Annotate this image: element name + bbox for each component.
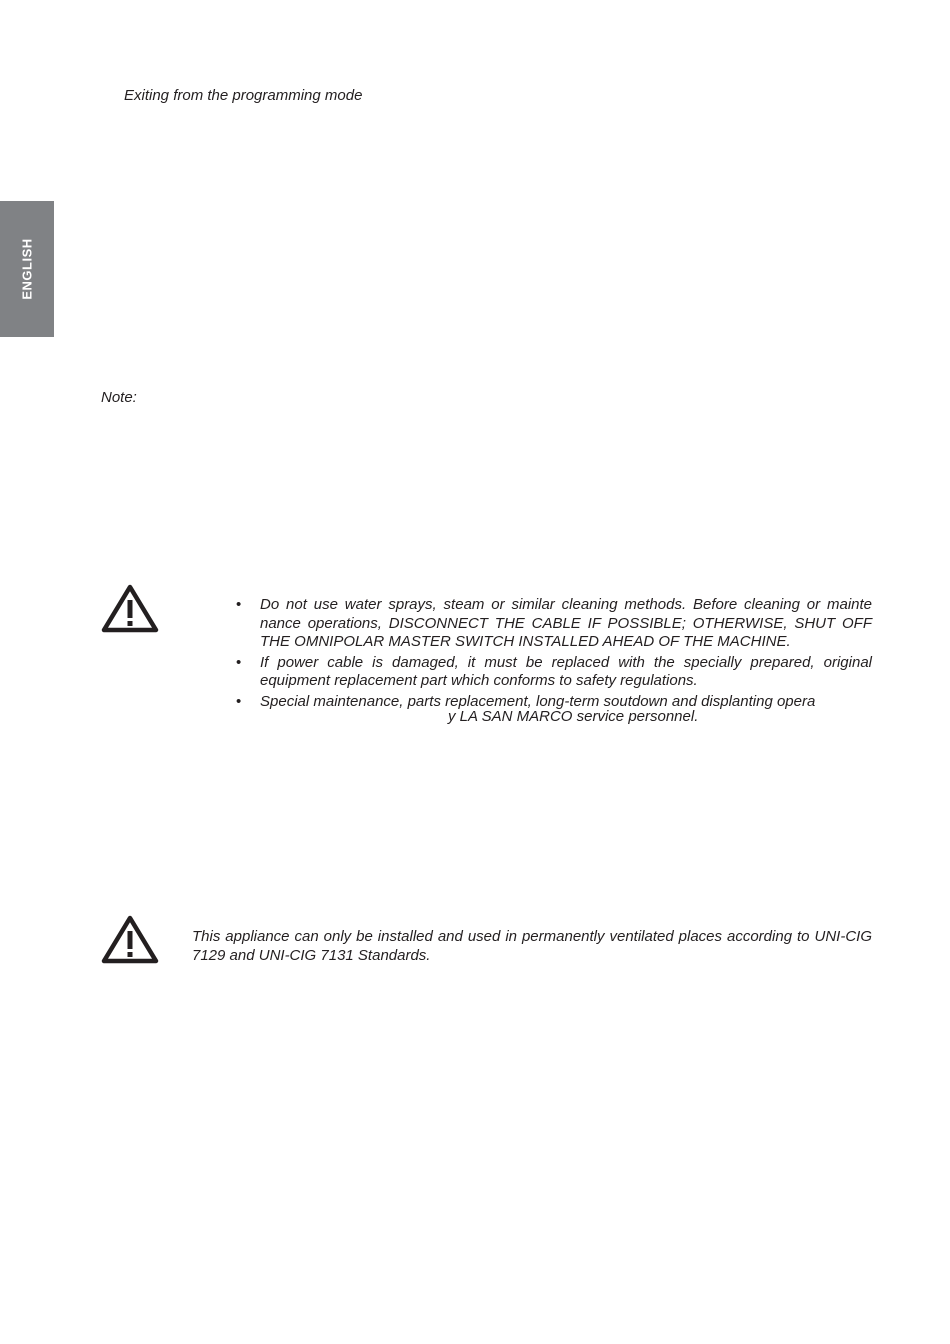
warning-text: Do not use water sprays, steam or similar cleaning methods. Before cleaning or mainte nance operations, DISCONNECT THE CABLE IF POSSIBLE; OTHERWISE, SHUT OFF THE OMNIPOLAR MASTER SWITCH INSTALLED AHEAD OF THE MACHINE. [260, 596, 872, 650]
bullet-icon: • [236, 692, 242, 710]
list-item [236, 596, 872, 652]
warning-triangle-icon [101, 583, 159, 633]
list-item [236, 654, 872, 691]
language-side-tab [0, 201, 54, 337]
warning-triangle-icon [101, 914, 159, 964]
warning-text: If power cable is damaged, it must be replaced with the specially prepared, original equipment replacement part which conforms to safety regulations. [260, 653, 872, 689]
bullet-icon: • [236, 653, 242, 671]
note-label: Note: [101, 389, 137, 406]
maintenance-trailing-line: y LA SAN MARCO service personnel. [448, 708, 699, 725]
bullet-icon: • [236, 596, 242, 613]
section-heading: Exiting from the programming mode [124, 87, 363, 104]
warning-text: Special maintenance, parts replacement, long-term soutdown and displanting opera [260, 692, 816, 710]
ventilation-warning: This appliance can only be installed and used in permanently ventilated places according to UNI-CIG 7129 and UNI-CIG 7131 Standards. [192, 928, 872, 964]
language-label: ENGLISH [19, 238, 35, 300]
maintenance-warning-list [236, 596, 872, 713]
